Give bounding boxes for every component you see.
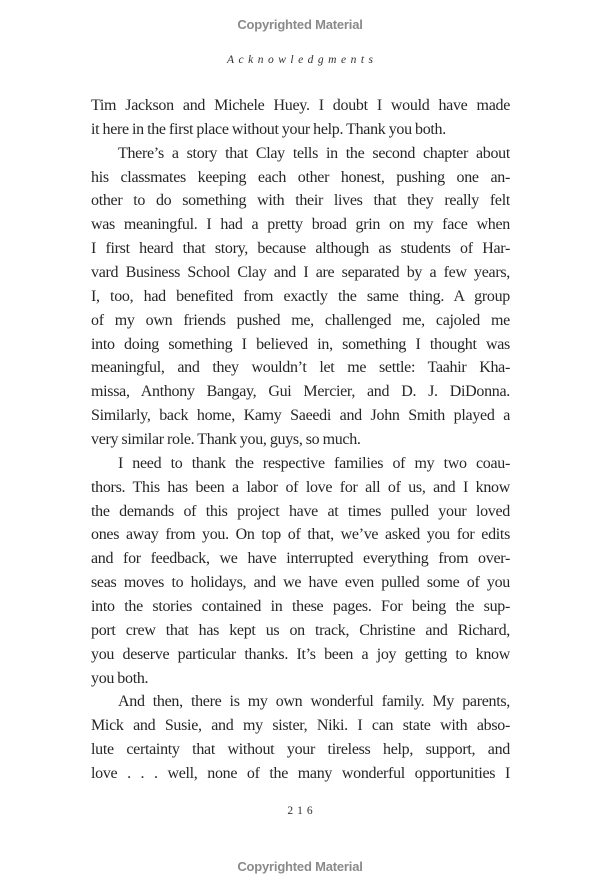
text-line: lute certainty that without your tireless help, support, and xyxy=(91,741,510,759)
text-line: into doing something I believed in, something I thought was xyxy=(91,335,510,353)
text-line: missa, Anthony Bangay, Gui Mercier, and D. J. DiDonna. xyxy=(91,383,510,401)
text-line: his classmates keeping each other honest, pushing one an- xyxy=(91,168,510,186)
text-line: seas moves to holidays, and we have even pulled some of you xyxy=(91,574,510,592)
text-line: other to do something with their lives that they really felt xyxy=(91,192,510,210)
chapter-heading: Acknowledgments xyxy=(226,54,378,66)
text-line: I need to thank the respective families of my two coau- xyxy=(118,454,510,472)
text-line: vard Business School Clay and I are separated by a few years, xyxy=(91,264,510,282)
text-line: the demands of this project have at times pulled your loved xyxy=(91,502,510,520)
text-line: thors. This has been a labor of love for all of us, and I know xyxy=(91,478,510,496)
text-line: into the stories contained in these pages. For being the sup- xyxy=(91,598,510,616)
copyright-banner-bottom: Copyrighted Material xyxy=(237,859,363,874)
text-line: of my own friends pushed me, challenged me, cajoled me xyxy=(91,311,510,329)
text-line: ones away from you. On top of that, we’ve asked you for edits xyxy=(91,526,510,544)
text-line: you both. xyxy=(91,669,149,687)
text-line: love . . . well, none of the many wonderful opportunities I xyxy=(91,765,510,783)
page-number: 216 xyxy=(287,805,317,817)
text-line: And then, there is my own wonderful family. My parents, xyxy=(118,693,510,711)
text-line: it here in the first place without your help. Thank you both. xyxy=(91,120,446,138)
text-line: very similar role. Thank you, guys, so much. xyxy=(91,431,361,449)
text-line: I, too, had benefited from exactly the same thing. A group xyxy=(91,287,510,305)
text-line: and for feedback, we have interrupted everything from over- xyxy=(91,550,510,568)
text-line: you deserve particular thanks. It’s been a joy getting to know xyxy=(91,645,510,663)
text-line: There’s a story that Clay tells in the second chapter about xyxy=(118,144,510,162)
text-line: was meaningful. I had a pretty broad grin on my face when xyxy=(91,216,510,234)
text-line: Mick and Susie, and my sister, Niki. I can state with abso- xyxy=(91,717,510,735)
page-body xyxy=(91,94,510,786)
text-line: I first heard that story, because although as students of Har- xyxy=(91,240,510,258)
text-line: port crew that has kept us on track, Christine and Richard, xyxy=(91,621,510,639)
text-line: meaningful, and they wouldn’t let me settle: Taahir Kha- xyxy=(91,359,510,377)
copyright-banner-top: Copyrighted Material xyxy=(237,17,363,32)
text-line: Tim Jackson and Michele Huey. I doubt I would have made xyxy=(91,97,510,114)
text-line: Similarly, back home, Kamy Saeedi and John Smith played a xyxy=(91,407,510,425)
